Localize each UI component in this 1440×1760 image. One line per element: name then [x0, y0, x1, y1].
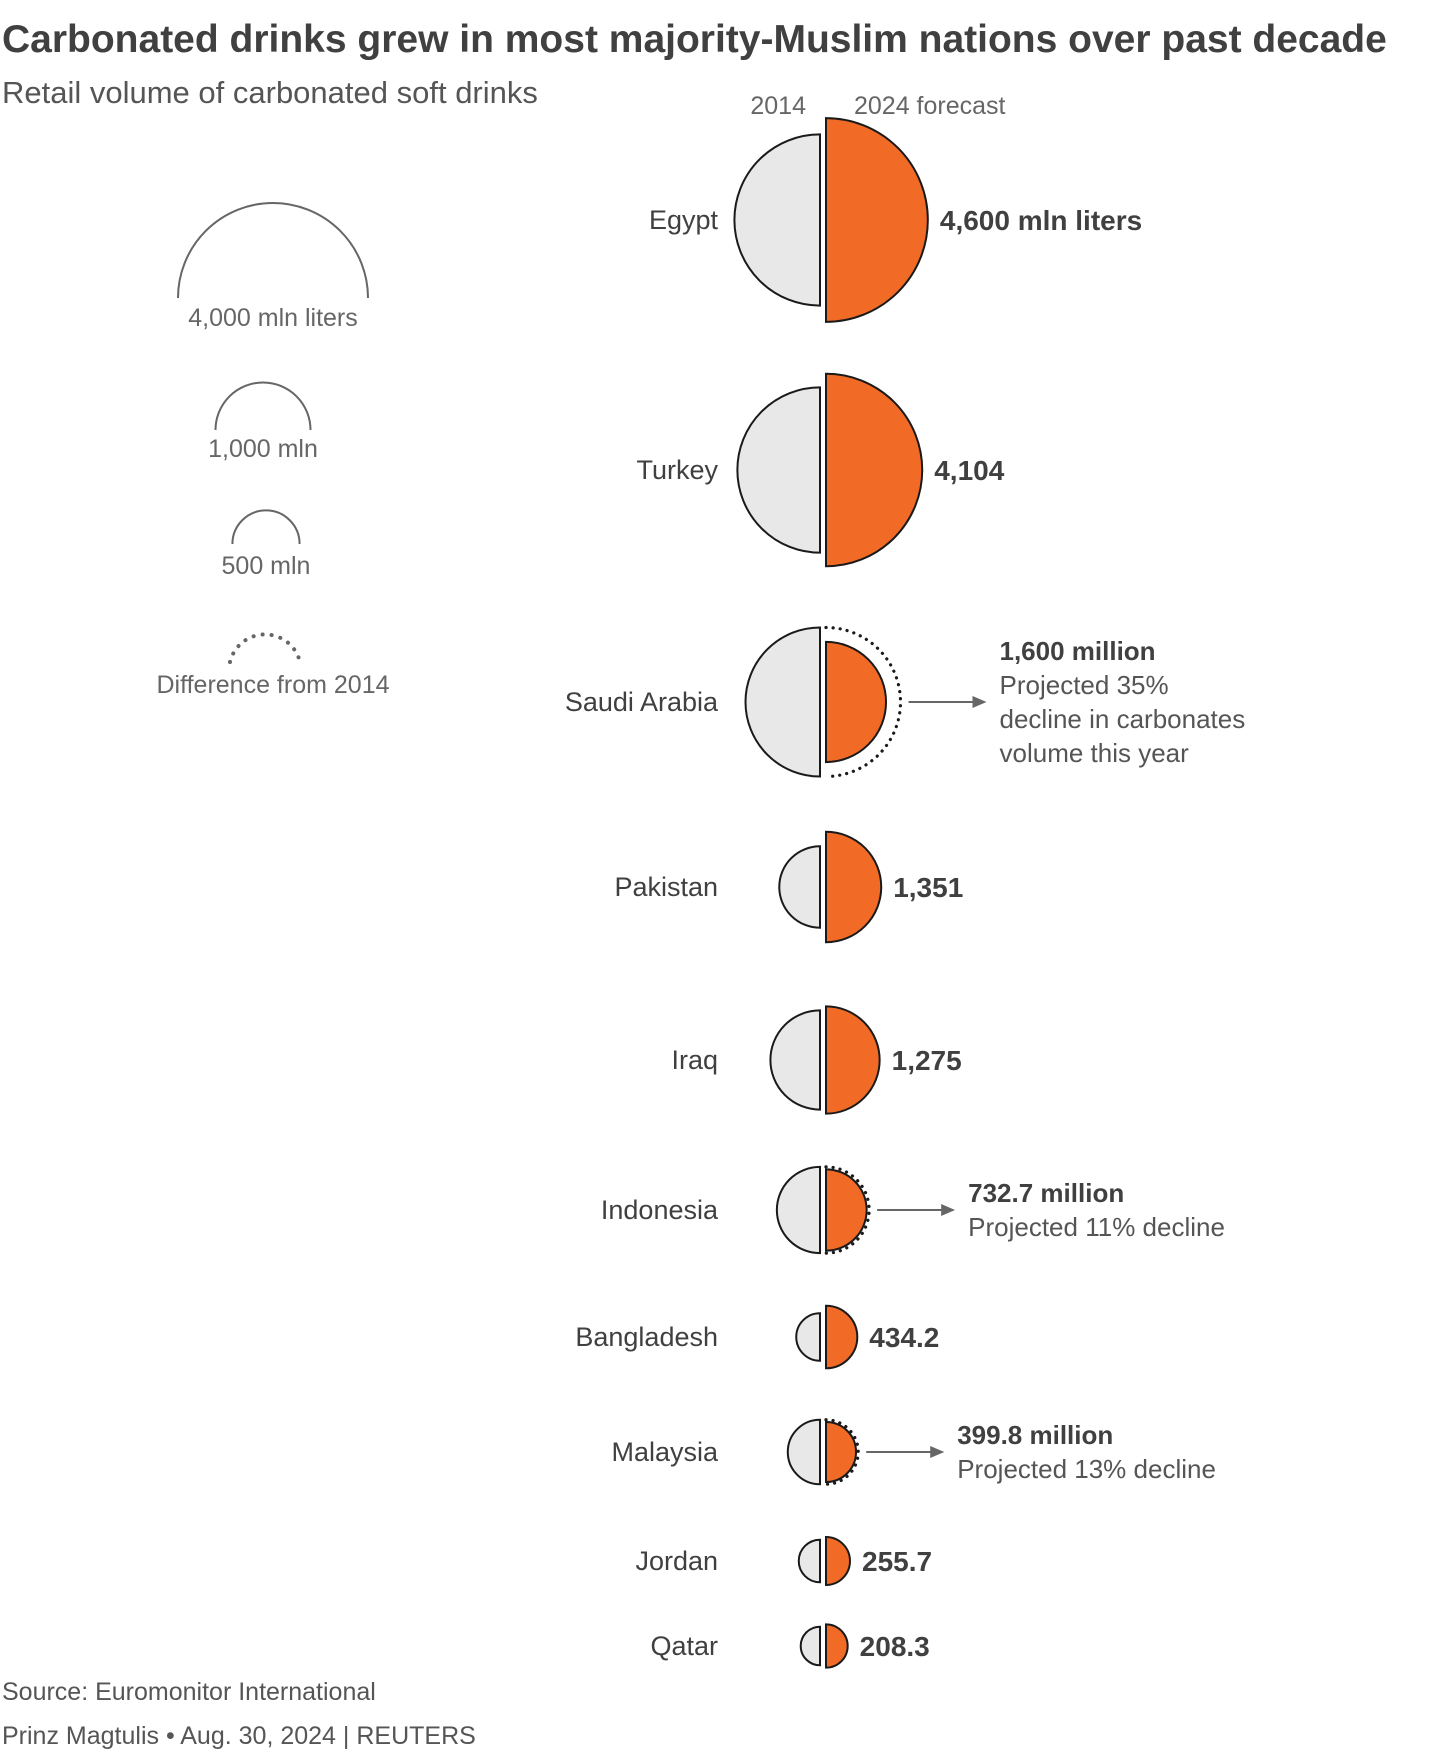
bubble-2024-egypt	[826, 118, 928, 322]
country-label-turkey: Turkey	[636, 455, 718, 485]
value-label-iraq: 1,275	[891, 1045, 962, 1076]
bubble-2024-qatar	[826, 1624, 848, 1667]
country-label-iraq: Iraq	[671, 1045, 718, 1075]
bubble-2024-jordan	[826, 1537, 850, 1585]
note-line-saudi-arabia-2: decline in carbonates	[999, 704, 1246, 734]
value-label-bangladesh: 434.2	[869, 1322, 940, 1353]
bubble-2014-malaysia	[788, 1420, 820, 1484]
bubble-2024-indonesia	[826, 1169, 867, 1250]
bubble-2014-egypt	[734, 134, 820, 305]
value-label-turkey: 4,104	[934, 455, 1005, 486]
bubble-2024-pakistan	[826, 832, 881, 942]
legend-arc-2	[216, 383, 311, 430]
bubble-2014-turkey	[737, 387, 820, 552]
legend-difference-arc	[230, 634, 300, 662]
value-label-malaysia: 399.8 million	[957, 1420, 1114, 1450]
byline: Prinz Magtulis • Aug. 30, 2024 | REUTERS	[2, 1722, 476, 1750]
series-header-2014: 2014	[750, 92, 806, 120]
country-label-jordan: Jordan	[635, 1546, 718, 1576]
bubble-2014-indonesia	[777, 1167, 820, 1253]
bubble-2024-bangladesh	[826, 1306, 857, 1369]
source-note: Source: Euromonitor International	[2, 1678, 376, 1706]
note-line-saudi-arabia-3: volume this year	[999, 738, 1189, 768]
bubble-2014-qatar	[801, 1627, 820, 1666]
bubble-2014-iraq	[770, 1010, 820, 1109]
bubble-2014-jordan	[799, 1540, 820, 1582]
legend-arc-1	[178, 203, 368, 298]
bubble-2014-saudi-arabia	[745, 627, 820, 776]
value-label-pakistan: 1,351	[893, 872, 964, 903]
legend-label-3: 500 mln	[221, 552, 311, 580]
value-label-jordan: 255.7	[862, 1546, 933, 1577]
chart-subtitle: Retail volume of carbonated soft drinks	[2, 75, 538, 110]
bubble-2024-iraq	[826, 1006, 880, 1113]
legend-difference-label: Difference from 2014	[156, 671, 390, 699]
chart-title: Carbonated drinks grew in most majority-Muslim nations over past decade	[2, 18, 1387, 61]
bubble-2014-bangladesh	[796, 1313, 820, 1361]
legend-label-1: 4,000 mln liters	[188, 304, 358, 332]
country-label-bangladesh: Bangladesh	[575, 1322, 718, 1352]
country-label-pakistan: Pakistan	[614, 872, 718, 902]
bubble-2014-pakistan	[779, 846, 820, 927]
country-label-saudi-arabia: Saudi Arabia	[564, 687, 718, 717]
note-line-malaysia-1: Projected 13% decline	[957, 1454, 1216, 1484]
bubble-2024-turkey	[826, 374, 922, 566]
country-label-egypt: Egypt	[648, 205, 718, 235]
country-label-qatar: Qatar	[650, 1631, 718, 1661]
value-label-saudi-arabia: 1,600 million	[999, 636, 1156, 666]
value-label-indonesia: 732.7 million	[968, 1178, 1125, 1208]
note-line-saudi-arabia-1: Projected 35%	[999, 670, 1169, 700]
note-line-indonesia-1: Projected 11% decline	[968, 1212, 1225, 1242]
value-label-egypt: 4,600 mln liters	[939, 205, 1143, 236]
value-label-qatar: 208.3	[859, 1631, 930, 1662]
country-label-indonesia: Indonesia	[600, 1195, 718, 1225]
legend-label-2: 1,000 mln	[208, 435, 318, 463]
series-header-2024: 2024 forecast	[854, 92, 1006, 120]
country-label-malaysia: Malaysia	[611, 1437, 718, 1467]
legend-arc-3	[232, 510, 299, 544]
bubble-2024-saudi-arabia	[826, 642, 886, 762]
